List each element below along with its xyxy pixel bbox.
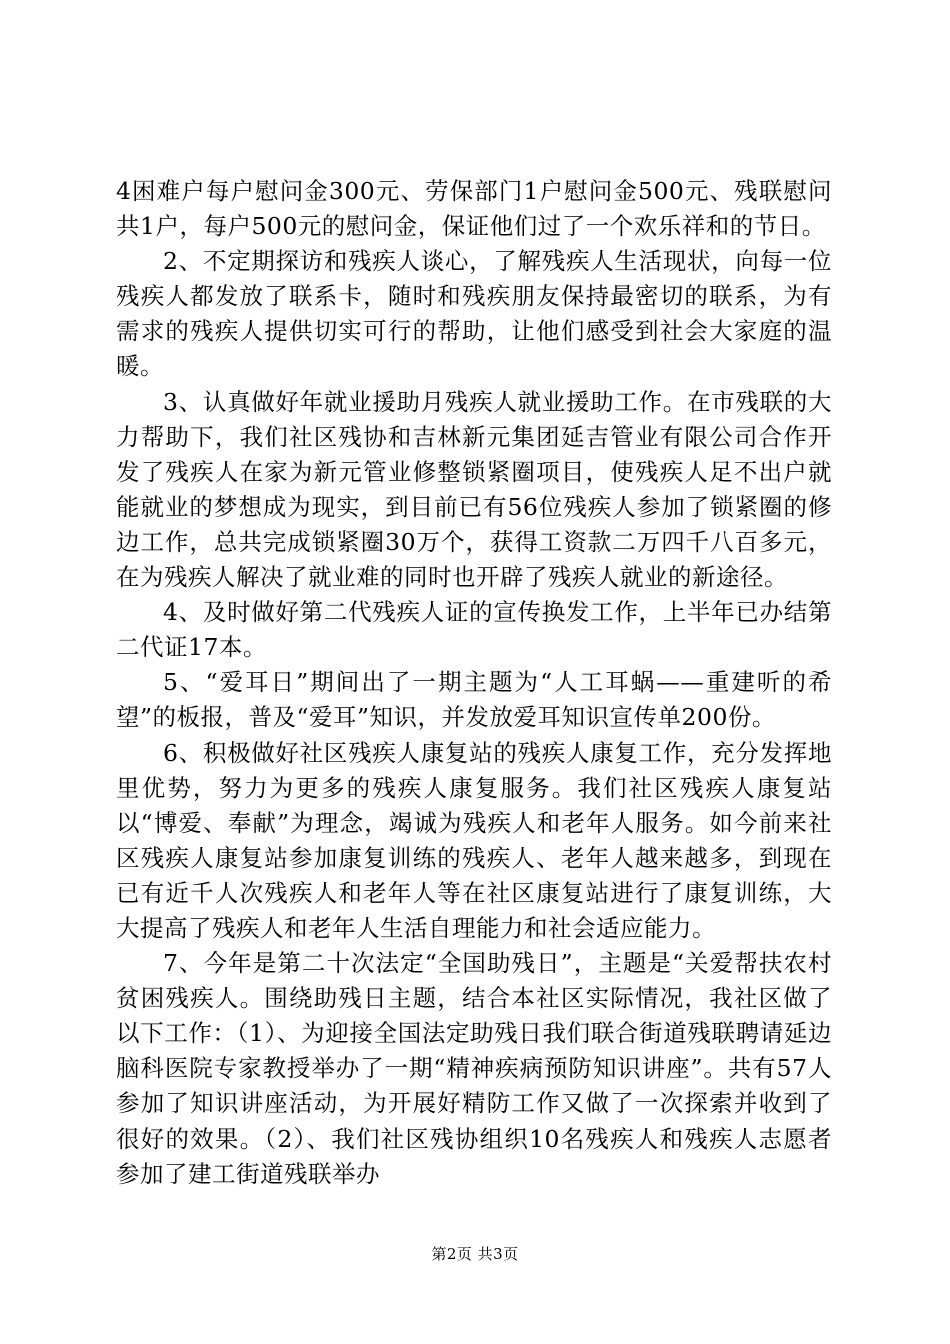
paragraph-2: 2、不定期探访和残疾人谈心，了解残疾人生活现状，向每一位残疾人都发放了联系卡，随时和残疾朋友保持最密切的联系，为有需求的残疾人提供切实可行的帮助，让他们感受到社会大家庭的温暖。: [116, 247, 832, 381]
paragraph-3: 3、认真做好年就业援助月残疾人就业援助工作。在市残联的大力帮助下，我们社区残协和吉林新元集团延吉管业有限公司合作开发了残疾人在家为新元管业修整锁紧圈项目，使残疾人足不出户就能就业的梦想成为现实，到目前已有56位残疾人参加了锁紧圈的修边工作，总共完成锁紧圈30万个，获得工资款二万四千八百多元，在为残疾人解决了就业难的同时也开辟了残疾人就业的新途径。: [116, 387, 832, 592]
page-footer: [0, 1244, 950, 1264]
paragraph-6: 6、积极做好社区残疾人康复站的残疾人康复工作，充分发挥地里优势，努力为更多的残疾人康复服务。我们社区残疾人康复站以“博爱、奉献”为理念，竭诚为残疾人和老年人服务。如今前来社区残疾人康复站参加康复训练的残疾人、老年人越来越多，到现在已有近千人次残疾人和老年人等在社区康复站进行了康复训练，大大提高了残疾人和老年人生活自理能力和社会适应能力。: [116, 738, 832, 942]
paragraph-1: 4困难户每户慰问金300元、劳保部门1户慰问金500元、残联慰问共1户，每户500元的慰问金，保证他们过了一个欢乐祥和的节日。: [116, 177, 832, 241]
page-number: 第2页: [431, 1245, 473, 1263]
paragraph-4: 4、及时做好第二代残疾人证的宣传换发工作，上半年已办结第二代证17本。: [116, 598, 832, 662]
paragraph-5: 5、“爱耳日”期间出了一期主题为“人工耳蜗——重建听的希望”的板报，普及“爱耳”知识，并发放爱耳知识宣传单200份。: [116, 668, 832, 732]
document-body: [116, 174, 832, 1192]
paragraph-7: 7、今年是第二十次法定“全国助残日”，主题是“关爱帮扶农村贫困残疾人。围绕助残日主题，结合本社区实际情况，我社区做了以下工作：（1）、为迎接全国法定助残日我们联合街道残联聘请延边脑科医院专家教授举办了一期“精神疾病预防知识讲座”。共有57人参加了知识讲座活动，为开展好精防工作又做了一次探索并收到了很好的效果。（2）、我们社区残协组织10名残疾人和残疾人志愿者参加了建工街道残联举办: [116, 949, 832, 1188]
page-total: 共3页: [477, 1245, 519, 1263]
